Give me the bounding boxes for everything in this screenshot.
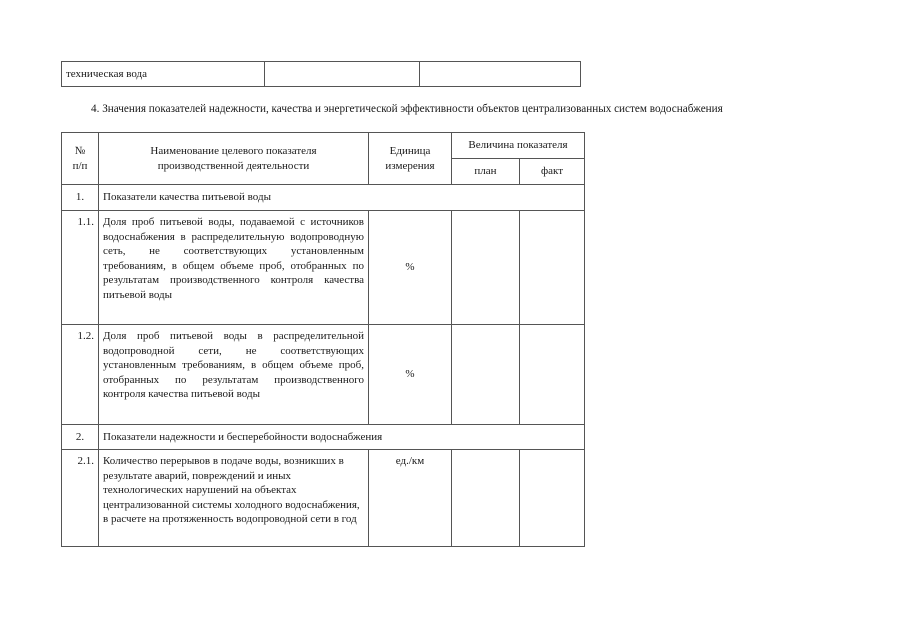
plan-value — [452, 450, 520, 547]
table-cell — [265, 62, 420, 87]
indicator-name: Доля проб питьевой воды, подаваемой с источников водоснабжения в распределительную водопроводную сеть, не соответствующих установленным требованиям, в общем объеме проб, отобранных по результатам производственного контроля качества питьевой воды — [99, 211, 369, 325]
row-number: 2. — [62, 425, 99, 450]
indicator-unit: % — [369, 211, 452, 325]
plan-value — [452, 211, 520, 325]
indicators-table — [61, 132, 585, 547]
indicator-unit: ед./км — [369, 450, 452, 547]
indicator-unit: % — [369, 325, 452, 425]
header-value: Величина показателя — [452, 133, 585, 159]
row-number: 1.1. — [62, 211, 99, 325]
table-row — [62, 450, 585, 547]
header-fact: факт — [520, 159, 585, 185]
indicator-name: Количество перерывов в подаче воды, возникших в результате аварий, повреждений и иных технологических нарушений на объектах централизованной системы холодного водоснабжения, в расчете на протяженность водопроводной сети в год — [99, 450, 369, 547]
row-number: 2.1. — [62, 450, 99, 547]
row-number: 1.2. — [62, 325, 99, 425]
indicator-name: Доля проб питьевой воды в распределительной водопроводной сети, не соответствующих установленным требованиям, в общем объеме проб, отобранных по результатам производственного контроля качества питьевой воды — [99, 325, 369, 425]
row-number: 1. — [62, 185, 99, 211]
fact-value — [520, 450, 585, 547]
table-row — [62, 425, 585, 450]
water-type-label: техническая вода — [62, 62, 265, 87]
header-unit: Единица измерения — [369, 133, 452, 185]
table-row — [62, 325, 585, 425]
table-row — [62, 211, 585, 325]
table-cell — [420, 62, 581, 87]
section-caption: 4. Значения показателей надежности, качества и энергетической эффективности объектов централизованных систем водоснабжения — [91, 103, 723, 115]
table-header-row — [62, 133, 585, 159]
section-title: Показатели надежности и бесперебойности водоснабжения — [99, 425, 585, 450]
header-name: Наименование целевого показателя производственной деятельности — [99, 133, 369, 185]
table-row — [62, 185, 585, 211]
plan-value — [452, 325, 520, 425]
table-row — [62, 62, 581, 87]
top-table-fragment — [61, 61, 581, 87]
header-plan: план — [452, 159, 520, 185]
section-title: Показатели качества питьевой воды — [99, 185, 585, 211]
fact-value — [520, 211, 585, 325]
header-number: № п/п — [62, 133, 99, 185]
fact-value — [520, 325, 585, 425]
